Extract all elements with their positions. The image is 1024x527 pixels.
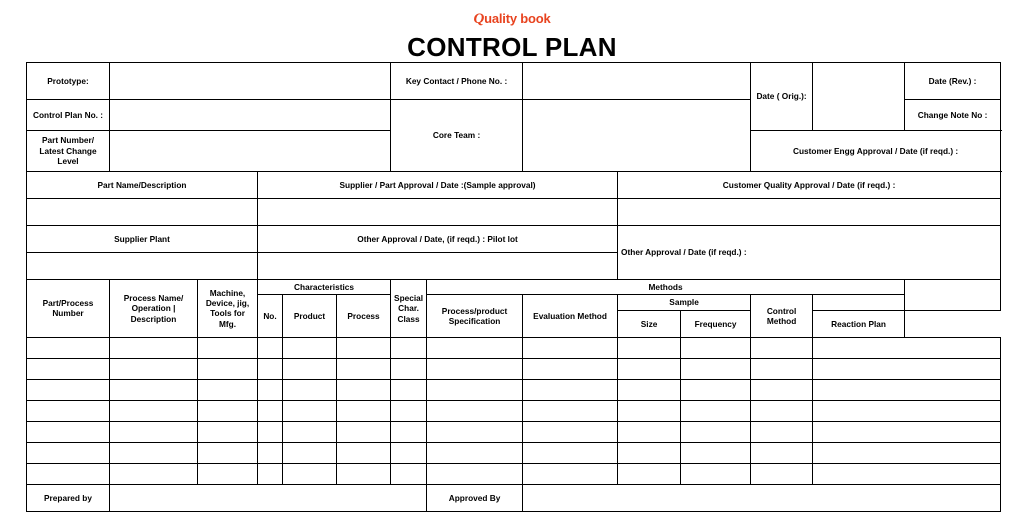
- customer-quality-approval-value[interactable]: [618, 199, 1001, 226]
- cell-char-process[interactable]: [337, 400, 391, 421]
- table-row[interactable]: [27, 358, 1001, 379]
- cell-char-no[interactable]: [258, 379, 283, 400]
- cell-char-product[interactable]: [283, 358, 337, 379]
- cell-reaction-plan[interactable]: [813, 400, 1001, 421]
- cell-sample-size[interactable]: [618, 400, 681, 421]
- info-row-part-name-headers: [27, 172, 1001, 199]
- col-header-char-process: Process: [337, 295, 391, 337]
- cell-char-no[interactable]: [258, 442, 283, 463]
- cell-char-process[interactable]: [337, 358, 391, 379]
- cell-machine[interactable]: [198, 337, 258, 358]
- cell-process-name[interactable]: [110, 442, 198, 463]
- cell-control-method[interactable]: [751, 379, 813, 400]
- brand-name: uality book: [484, 11, 551, 26]
- cell-machine[interactable]: [198, 442, 258, 463]
- cell-sample-frequency[interactable]: [681, 379, 751, 400]
- cell-machine[interactable]: [198, 358, 258, 379]
- cell-char-process[interactable]: [337, 379, 391, 400]
- brand-q-letter: Q: [473, 11, 485, 27]
- control-plan-no-value[interactable]: [110, 100, 391, 131]
- cell-part-process-number[interactable]: [27, 379, 110, 400]
- cell-char-process[interactable]: [337, 442, 391, 463]
- col-header-methods: Methods: [427, 280, 905, 295]
- cell-machine[interactable]: [198, 400, 258, 421]
- info-row-prototype: [27, 63, 1001, 100]
- col-header-special-char-class: Special Char. Class: [391, 280, 427, 338]
- table-row[interactable]: [27, 442, 1001, 463]
- cell-sample-frequency[interactable]: [681, 463, 751, 484]
- cell-control-method[interactable]: [751, 442, 813, 463]
- cell-char-no[interactable]: [258, 463, 283, 484]
- prototype-value[interactable]: [110, 63, 391, 100]
- cell-char-product[interactable]: [283, 463, 337, 484]
- table-row[interactable]: [27, 400, 1001, 421]
- prepared-by-label: Prepared by: [27, 484, 110, 511]
- supplier-plant-label: Supplier Plant: [27, 226, 258, 253]
- info-row-part-name-values: [27, 199, 1001, 226]
- cell-char-product[interactable]: [283, 442, 337, 463]
- cell-process-product-spec[interactable]: [427, 421, 523, 442]
- cell-process-name[interactable]: [110, 358, 198, 379]
- cell-control-method[interactable]: [751, 337, 813, 358]
- cell-evaluation-method[interactable]: [523, 400, 618, 421]
- cell-process-name[interactable]: [110, 400, 198, 421]
- cell-sample-frequency[interactable]: [681, 358, 751, 379]
- info-row-supplier-plant-headers: [27, 226, 1001, 253]
- table-row[interactable]: [27, 337, 1001, 358]
- col-header-sample-frequency: Frequency: [681, 310, 751, 337]
- col-header-part-process-number: Part/Process Number: [27, 280, 110, 338]
- cell-reaction-plan[interactable]: [813, 421, 1001, 442]
- cell-sample-frequency[interactable]: [681, 400, 751, 421]
- cell-sample-size[interactable]: [618, 337, 681, 358]
- date-rev-label: Date (Rev.) :: [905, 63, 1001, 100]
- cell-sample-size[interactable]: [618, 463, 681, 484]
- cell-part-process-number[interactable]: [27, 442, 110, 463]
- part-number-value[interactable]: [110, 131, 391, 172]
- cell-control-method[interactable]: [751, 358, 813, 379]
- cell-sample-frequency[interactable]: [681, 442, 751, 463]
- cell-process-product-spec[interactable]: [427, 379, 523, 400]
- cell-evaluation-method[interactable]: [523, 442, 618, 463]
- col-header-sample: Sample: [618, 295, 751, 310]
- col-header-process-product-spec: Process/product Specification: [427, 295, 523, 337]
- cell-reaction-plan[interactable]: [813, 442, 1001, 463]
- part-name-label: Part Name/Description: [27, 172, 258, 199]
- cell-control-method[interactable]: [751, 400, 813, 421]
- col-header-evaluation-method: Evaluation Method: [523, 295, 618, 337]
- supplier-part-approval-label: Supplier / Part Approval / Date :(Sample approval): [258, 172, 618, 199]
- col-header-characteristics: Characteristics: [258, 280, 391, 295]
- cell-sample-frequency[interactable]: [681, 421, 751, 442]
- other-approval-pilot-value[interactable]: [258, 253, 618, 280]
- cell-char-process[interactable]: [337, 337, 391, 358]
- table-row[interactable]: [27, 421, 1001, 442]
- col-header-sample-size: Size: [618, 310, 681, 337]
- key-contact-value[interactable]: [523, 63, 751, 100]
- table-row[interactable]: [27, 379, 1001, 400]
- cell-evaluation-method[interactable]: [523, 421, 618, 442]
- col-header-char-product: Product: [283, 295, 337, 337]
- part-number-label: Part Number/ Latest Change Level: [27, 131, 110, 172]
- cell-char-product[interactable]: [283, 337, 337, 358]
- cell-control-method[interactable]: [751, 463, 813, 484]
- customer-engg-approval-label: Customer Engg Approval / Date (if reqd.) :: [751, 131, 1001, 172]
- cell-evaluation-method[interactable]: [523, 379, 618, 400]
- cell-part-process-number[interactable]: [27, 358, 110, 379]
- cell-process-name[interactable]: [110, 463, 198, 484]
- cell-char-no[interactable]: [258, 421, 283, 442]
- page-title: CONTROL PLAN: [407, 32, 617, 62]
- cell-sample-size[interactable]: [618, 379, 681, 400]
- cell-char-no[interactable]: [258, 337, 283, 358]
- cell-char-product[interactable]: [283, 379, 337, 400]
- cell-part-process-number[interactable]: [27, 421, 110, 442]
- brand-mark: [473, 12, 550, 27]
- col-header-machine: Machine, Device, jig, Tools for Mfg.: [198, 280, 258, 338]
- cell-process-name[interactable]: [110, 421, 198, 442]
- control-plan-no-label: Control Plan No. :: [27, 100, 110, 131]
- reaction-plan-spacer: [905, 280, 1001, 311]
- cell-special-char-class[interactable]: [391, 379, 427, 400]
- cell-process-product-spec[interactable]: [427, 442, 523, 463]
- column-header-row-1: [27, 280, 1001, 295]
- other-approval-label: Other Approval / Date (if reqd.) :: [618, 226, 1001, 280]
- cell-part-process-number[interactable]: [27, 400, 110, 421]
- cell-sample-size[interactable]: [618, 358, 681, 379]
- cell-part-process-number[interactable]: [27, 463, 110, 484]
- table-row[interactable]: [27, 463, 1001, 484]
- date-orig-label: Date ( Orig.):: [751, 63, 813, 131]
- supplier-plant-value[interactable]: [27, 253, 258, 280]
- cell-char-product[interactable]: [283, 400, 337, 421]
- cell-evaluation-method[interactable]: [523, 358, 618, 379]
- col-header-process-name: Process Name/ Operation | Description: [110, 280, 198, 338]
- cell-sample-size[interactable]: [618, 421, 681, 442]
- prototype-label: Prototype:: [27, 63, 110, 100]
- cell-process-product-spec[interactable]: [427, 400, 523, 421]
- cell-special-char-class[interactable]: [391, 400, 427, 421]
- prepared-by-value[interactable]: [110, 484, 427, 511]
- cell-process-product-spec[interactable]: [427, 358, 523, 379]
- core-team-value[interactable]: [523, 100, 751, 172]
- cell-char-no[interactable]: [258, 400, 283, 421]
- control-plan-table-wrapper: [26, 62, 1000, 512]
- date-orig-value[interactable]: [813, 63, 905, 131]
- cell-process-product-spec[interactable]: [427, 463, 523, 484]
- cell-reaction-plan[interactable]: [813, 337, 1001, 358]
- cell-machine[interactable]: [198, 463, 258, 484]
- cell-char-product[interactable]: [283, 421, 337, 442]
- cell-reaction-plan[interactable]: [813, 379, 1001, 400]
- col-header-char-no: No.: [258, 295, 283, 337]
- cell-char-process[interactable]: [337, 463, 391, 484]
- other-approval-pilot-label: Other Approval / Date, (if reqd.) : Pilot lot: [258, 226, 618, 253]
- core-team-label: Core Team :: [391, 100, 523, 172]
- brand-logo: [0, 0, 1024, 27]
- approved-by-label: Approved By: [427, 484, 523, 511]
- cell-machine[interactable]: [198, 379, 258, 400]
- change-note-no-label: Change Note No :: [905, 100, 1001, 131]
- footer-row: [27, 484, 1001, 511]
- cell-process-product-spec[interactable]: [427, 337, 523, 358]
- cell-evaluation-method[interactable]: [523, 463, 618, 484]
- cell-control-method[interactable]: [751, 421, 813, 442]
- cell-machine[interactable]: [198, 421, 258, 442]
- cell-reaction-plan[interactable]: [813, 358, 1001, 379]
- cell-process-name[interactable]: [110, 337, 198, 358]
- col-header-reaction-plan: Reaction Plan: [813, 310, 905, 337]
- approved-by-value[interactable]: [523, 484, 1001, 511]
- cell-special-char-class[interactable]: [391, 421, 427, 442]
- part-name-value[interactable]: [27, 199, 258, 226]
- control-plan-table: [26, 62, 1001, 512]
- cell-sample-frequency[interactable]: [681, 337, 751, 358]
- cell-special-char-class[interactable]: [391, 442, 427, 463]
- cell-char-process[interactable]: [337, 421, 391, 442]
- supplier-part-approval-value[interactable]: [258, 199, 618, 226]
- cell-special-char-class[interactable]: [391, 463, 427, 484]
- key-contact-label: Key Contact / Phone No. :: [391, 63, 523, 100]
- cell-evaluation-method[interactable]: [523, 337, 618, 358]
- cell-special-char-class[interactable]: [391, 337, 427, 358]
- customer-quality-approval-label: Customer Quality Approval / Date (if reqd.) :: [618, 172, 1001, 199]
- col-header-control-method: Control Method: [751, 295, 813, 337]
- cell-char-no[interactable]: [258, 358, 283, 379]
- cell-special-char-class[interactable]: [391, 358, 427, 379]
- cell-process-name[interactable]: [110, 379, 198, 400]
- cell-reaction-plan[interactable]: [813, 463, 1001, 484]
- cell-sample-size[interactable]: [618, 442, 681, 463]
- cell-part-process-number[interactable]: [27, 337, 110, 358]
